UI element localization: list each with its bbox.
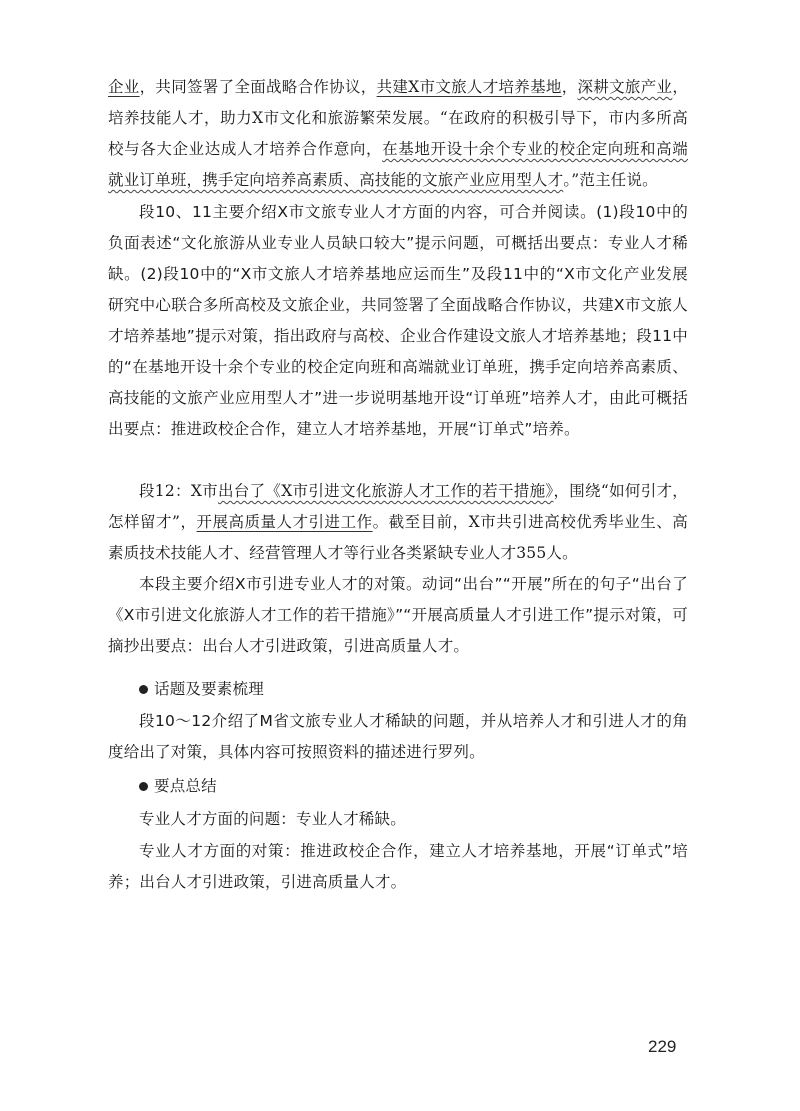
wavy-underlined-text: 在基地开设十余个专业的校企定向班和高端就业订单班，携手定向培养高素质、高技能的文旅产业应用型人才 xyxy=(108,140,688,189)
underlined-text: 共建X市文旅人才培养基地 xyxy=(376,78,562,96)
problem-text: 专业人才方面的问题：专业人才稀缺。 xyxy=(139,810,406,828)
text: ， xyxy=(561,78,578,96)
paragraph-analysis-10-11 xyxy=(108,197,688,445)
wavy-underlined-text: 深耕文旅产业 xyxy=(577,78,673,96)
text: 段12：X市 xyxy=(139,482,218,500)
paragraph-topic-summary xyxy=(108,706,688,768)
analysis-text: 段10、11主要介绍X市文旅专业人才方面的内容，可合并阅读。(1)段10中的负面表述“文化旅游从业专业人员缺口较大”提示问题，可概括出要点：专业人才稀缺。(2)段10中的“X市文旅人才培养基地应运而生”及段11中的“X市文化产业发展研究中心联合多所高校及文旅企业，共同签署了全面战略合作协议，共建X市文旅人才培养基地”提示对策，指出政府与高校、企业合作建设文旅人才培养基地；段11中的“在基地开设十余个专业的校企定向班和高端就业订单班，携手定向培养高素质、高技能的文旅产业应用型人才”进一步说明基地开设“订单班”培养人才，由此可概括出要点：推进政校企合作，建立人才培养基地，开展“订单式”培养。 xyxy=(108,203,688,438)
text: ，围绕“如何引才，怎样留才”， xyxy=(108,482,689,531)
page-number: 229 xyxy=(648,1037,677,1056)
text: ，培养技能人才，助力X市文化和旅游繁荣发展。“在政府的积极引导下，市内多所高校与各大企业达成人才培养合作意向， xyxy=(108,78,689,158)
text: 。”范主任说。 xyxy=(563,171,658,189)
bullet-icon xyxy=(139,782,148,791)
heading-text: 要点总结 xyxy=(154,777,217,795)
analysis-text: 本段主要介绍X市引进专业人才的对策。动词“出台”“开展”所在的句子“出台了《X市引进文化旅游人才工作的若干措施》”“开展高质量人才引进工作”提示对策，可摘抄出要点：出台人才引进政策，引进高质量人才。 xyxy=(108,575,688,655)
bullet-icon xyxy=(139,685,148,694)
paragraph-quote-continued xyxy=(108,72,688,196)
paragraph-analysis-12 xyxy=(108,569,688,662)
text: ，共同签署了全面战略合作协议， xyxy=(139,78,377,96)
paragraph-problem xyxy=(108,804,688,835)
underlined-text: 开展高质量人才引进工作 xyxy=(196,513,373,531)
wavy-underlined-text: 出台了《X市引进文化旅游人才工作的若干措施》 xyxy=(217,482,554,500)
paragraph-solution xyxy=(108,836,688,898)
paragraph-quote-12 xyxy=(108,476,688,569)
summary-text: 段10～12介绍了M省文旅专业人才稀缺的问题，并从培养人才和引进人才的角度给出了对策，具体内容可按照资料的描述进行罗列。 xyxy=(108,712,688,761)
section-heading-topic xyxy=(108,674,688,705)
underlined-text: 企业 xyxy=(108,78,140,96)
text: 。截至目前，X市共引进高校优秀毕业生、高素质技术技能人才、经营管理人才等行业各类紧缺专业人才355人。 xyxy=(108,513,689,562)
heading-text: 话题及要素梳理 xyxy=(154,680,264,698)
solution-text: 专业人才方面的对策：推进政校企合作，建立人才培养基地，开展“订单式”培养；出台人才引进政策，引进高质量人才。 xyxy=(108,842,688,891)
section-heading-points xyxy=(108,771,688,802)
